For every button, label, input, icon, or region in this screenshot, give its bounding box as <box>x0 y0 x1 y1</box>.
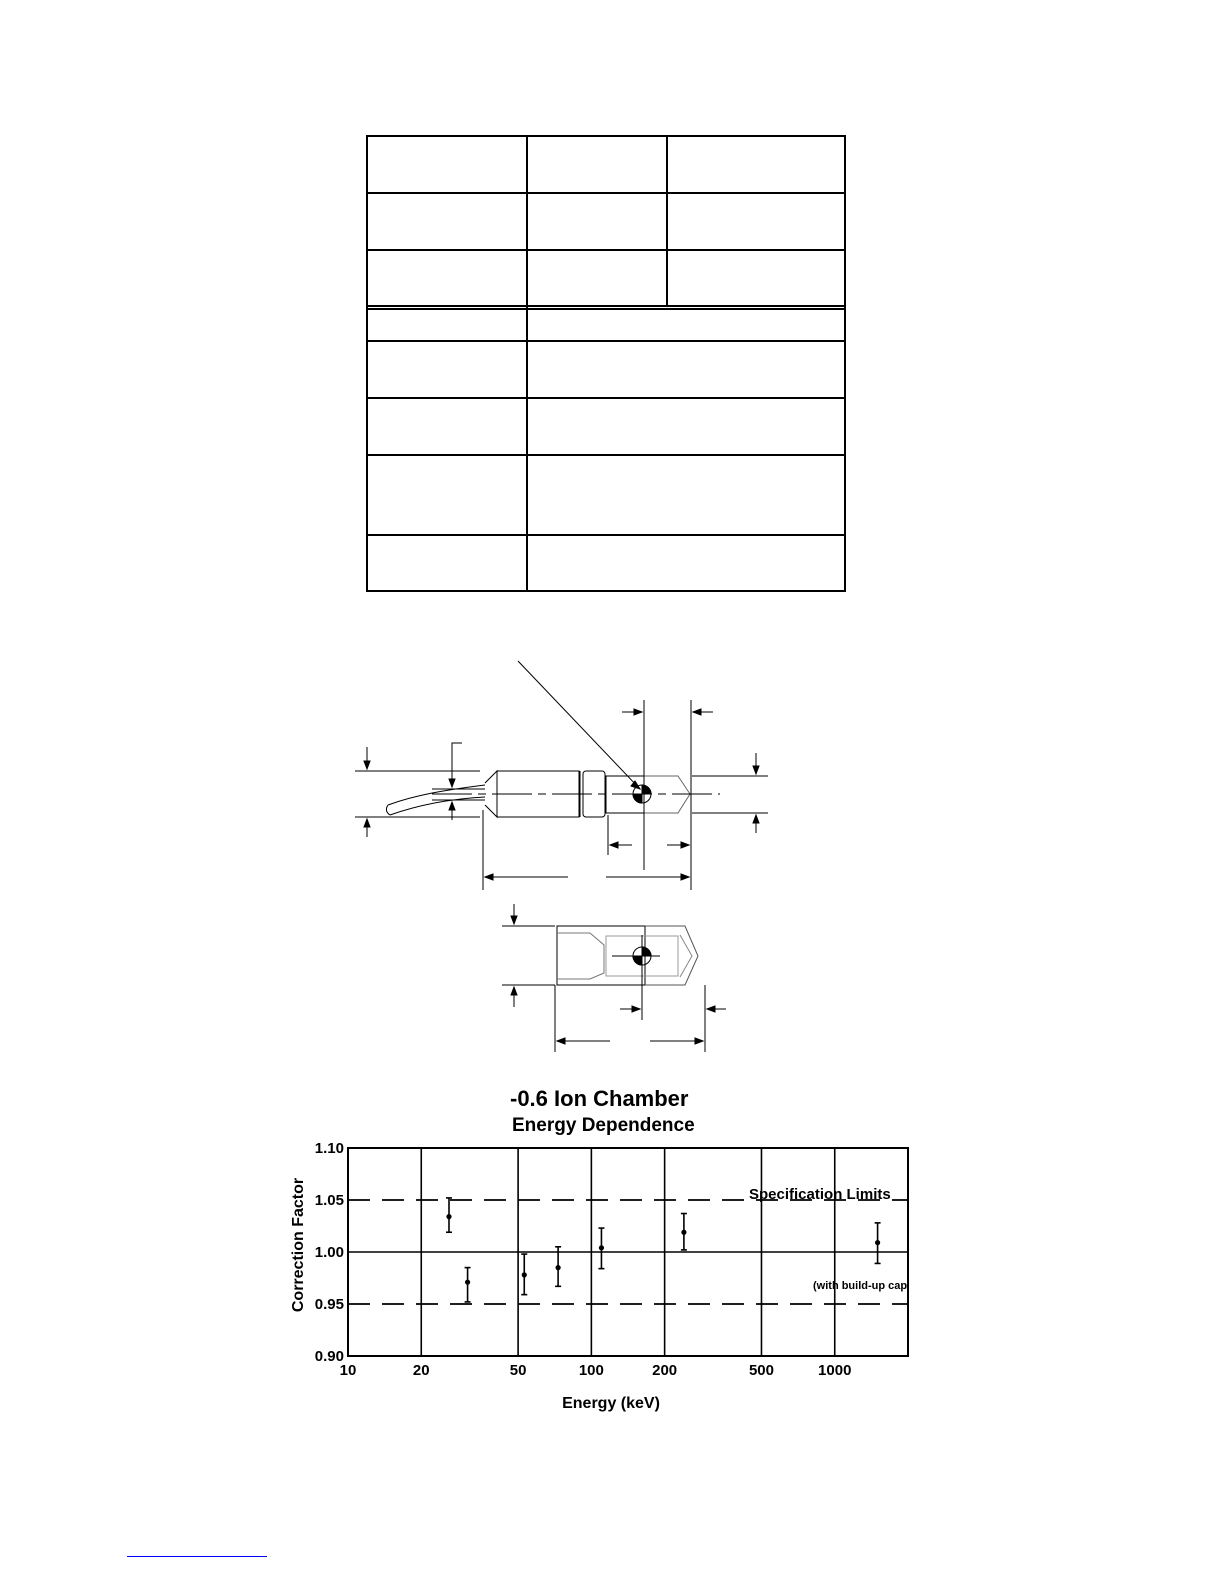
x-axis-label: Energy (keV) <box>562 1395 660 1412</box>
x-tick-label: 1000 <box>818 1362 852 1379</box>
x-tick-label: 50 <box>509 1362 527 1379</box>
chamber-schematic <box>340 655 790 1060</box>
ion-chamber-drawing <box>340 655 790 1060</box>
x-tick-label: 200 <box>652 1362 678 1379</box>
y-axis-label: Correction Factor <box>290 1177 307 1313</box>
x-tick-label: 100 <box>578 1362 604 1379</box>
x-tick-label: 10 <box>339 1362 357 1379</box>
limits-label: Specification Limits <box>749 1186 891 1203</box>
chart-subtitle: Energy Dependence <box>512 1115 695 1136</box>
x-tick-label: 500 <box>748 1362 774 1379</box>
data-point <box>446 1214 451 1219</box>
data-point <box>465 1280 470 1285</box>
data-point <box>556 1265 561 1270</box>
footer-rule <box>127 1556 267 1557</box>
y-tick-label: 0.90 <box>314 1348 344 1365</box>
data-point <box>875 1240 880 1245</box>
chart-canvas <box>280 1080 940 1420</box>
energy-dependence-chart <box>280 1080 940 1420</box>
data-point <box>522 1272 527 1277</box>
data-point <box>599 1245 604 1250</box>
build-up-cap-note: (with build-up cap <box>813 1280 908 1292</box>
y-tick-label: 1.00 <box>314 1244 344 1261</box>
table-grid <box>366 135 846 592</box>
x-tick-label: 20 <box>412 1362 430 1379</box>
y-tick-label: 0.95 <box>314 1296 344 1313</box>
y-tick-label: 1.05 <box>314 1192 344 1209</box>
data-point <box>681 1230 686 1235</box>
chart-title: -0.6 Ion Chamber <box>510 1086 689 1111</box>
specification-table <box>366 135 846 592</box>
y-tick-label: 1.10 <box>314 1140 344 1157</box>
